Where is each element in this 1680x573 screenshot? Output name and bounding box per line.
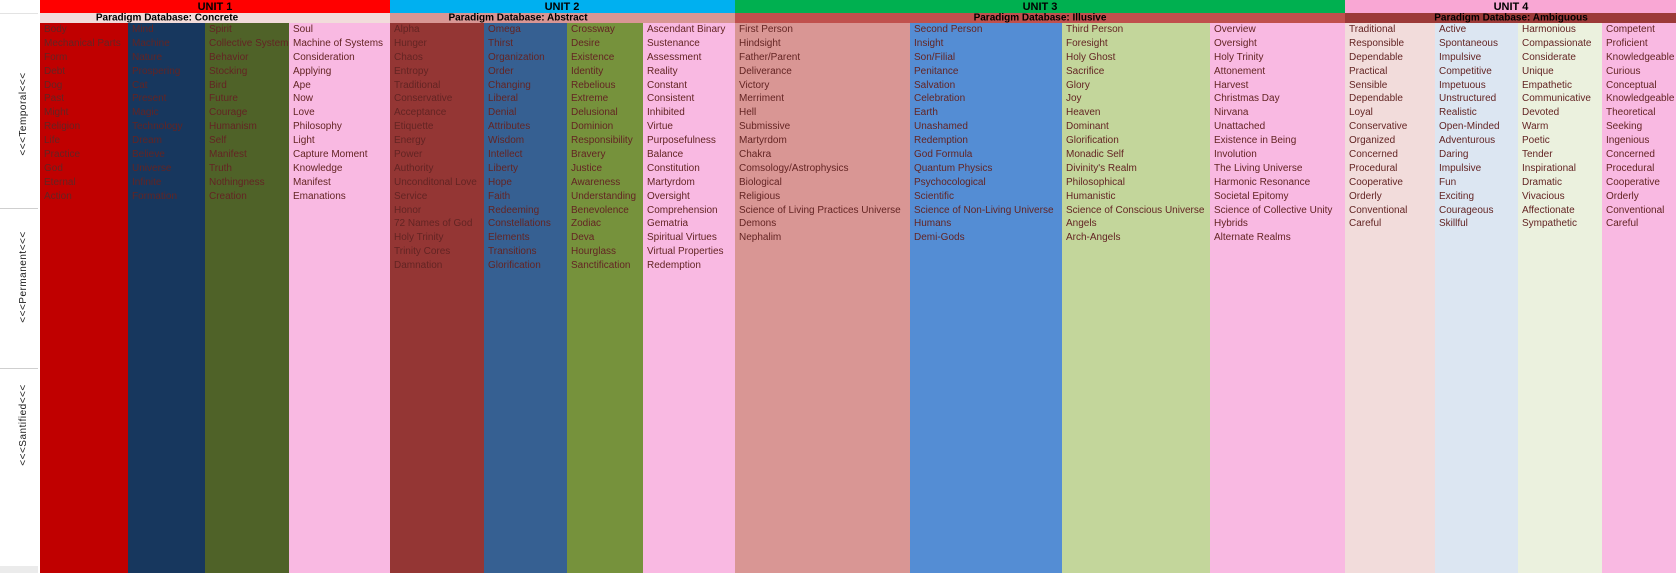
cell[interactable]: Open-Minded	[1439, 121, 1500, 133]
cell[interactable]: Communicative	[1522, 93, 1591, 105]
cell[interactable]: Comprehension	[647, 204, 718, 216]
cell[interactable]: Machine	[132, 37, 170, 49]
cell[interactable]: Impetuous	[1439, 79, 1486, 91]
cell[interactable]: Procedural	[1606, 162, 1655, 174]
cell[interactable]: Sanctification	[571, 260, 631, 272]
cell[interactable]: Empathetic	[1522, 79, 1573, 91]
cell[interactable]: Warm	[1522, 121, 1549, 133]
gutter-divider	[0, 368, 38, 369]
cell[interactable]: Glory	[1066, 79, 1090, 91]
cell[interactable]: Earth	[914, 107, 938, 119]
cell[interactable]: Mechanical Parts	[44, 37, 121, 49]
cell[interactable]: Light	[293, 135, 315, 147]
cell[interactable]: Careful	[1606, 218, 1639, 230]
cell[interactable]: Tender	[1522, 149, 1553, 161]
cell[interactable]: God	[44, 162, 63, 174]
cell[interactable]: Curious	[1606, 65, 1641, 77]
cell[interactable]: Thirst	[488, 37, 513, 49]
cell[interactable]: Energy	[394, 135, 426, 147]
cell[interactable]: Scientific	[914, 190, 955, 202]
cell[interactable]: Justice	[571, 162, 603, 174]
cell[interactable]: Spirit	[209, 24, 232, 35]
cell[interactable]: Careful	[1349, 218, 1382, 230]
cell[interactable]: Rebelious	[571, 79, 616, 91]
cell[interactable]: Monadic Self	[1066, 149, 1124, 161]
cell[interactable]: Harmonic Resonance	[1214, 176, 1311, 188]
cell[interactable]: Trinity Cores	[394, 246, 451, 258]
cell[interactable]: Technology	[132, 121, 183, 133]
row-gutter	[0, 0, 40, 573]
cell[interactable]: Transitions	[488, 246, 537, 258]
cell[interactable]: Behavior	[209, 51, 249, 63]
cell[interactable]: Orderly	[1606, 190, 1639, 202]
cell[interactable]: Celebration	[914, 93, 966, 105]
unit1-column-1	[40, 23, 128, 573]
cell[interactable]: Nephalim	[739, 232, 782, 244]
cell[interactable]: Dependable	[1349, 93, 1403, 105]
cell[interactable]: Conservative	[1349, 121, 1408, 133]
cell[interactable]: Competitive	[1439, 65, 1492, 77]
cell[interactable]: Joy	[1066, 93, 1082, 105]
cell[interactable]: Service	[394, 190, 428, 202]
unit3-column-4	[1210, 23, 1345, 573]
cell[interactable]: Universe	[132, 162, 172, 174]
cell[interactable]: Present	[132, 93, 167, 105]
cell[interactable]: Conservative	[394, 93, 453, 105]
cell[interactable]: Constitution	[647, 162, 700, 174]
unit-header-label: UNIT 3	[1022, 0, 1058, 13]
cell[interactable]: Sacrifice	[1066, 65, 1105, 77]
cell[interactable]: Sympathetic	[1522, 218, 1578, 230]
unit-header-unit-3[interactable]	[735, 0, 1345, 13]
cell[interactable]: Prospering	[132, 65, 181, 77]
cell[interactable]: Stocking	[209, 65, 248, 77]
cell[interactable]: Practical	[1349, 65, 1388, 77]
cell[interactable]: Soul	[293, 24, 314, 35]
cell[interactable]: Love	[293, 107, 315, 119]
cell[interactable]: Cat	[132, 79, 148, 91]
cell[interactable]: Magic	[132, 107, 159, 119]
cell[interactable]: Dominant	[1066, 121, 1109, 133]
unit3-column-3	[1062, 23, 1210, 573]
unit4-column-1	[1345, 23, 1435, 573]
cell[interactable]: Wisdom	[488, 135, 525, 147]
cell[interactable]: Might	[44, 107, 69, 119]
cell[interactable]: Humanism	[209, 121, 257, 133]
cell[interactable]: Philosophical	[1066, 176, 1125, 188]
cell[interactable]: Science of Non-Living Universe	[914, 204, 1054, 216]
cell[interactable]: Martyrdom	[647, 176, 695, 188]
cell[interactable]: Body	[44, 24, 67, 35]
cell[interactable]: Involution	[1214, 149, 1257, 161]
cell[interactable]: Heaven	[1066, 107, 1101, 119]
unit4-column-3	[1518, 23, 1602, 573]
unit1-column-4	[289, 23, 390, 573]
cell[interactable]: Assessment	[647, 51, 702, 63]
cell[interactable]: Exciting	[1439, 190, 1475, 202]
cell[interactable]: Adventurous	[1439, 135, 1496, 147]
cell[interactable]: Inhibited	[647, 107, 685, 119]
unit2-column-2	[484, 23, 567, 573]
cell[interactable]: Demi-Gods	[914, 232, 965, 244]
cell[interactable]: Liberal	[488, 93, 519, 105]
cell[interactable]: Virtual Properties	[647, 246, 724, 258]
unit4-column-2	[1435, 23, 1518, 573]
cell[interactable]: Honor	[394, 204, 422, 216]
cell[interactable]: Harmonious	[1522, 24, 1576, 35]
cell[interactable]: Etiquette	[394, 121, 434, 133]
unit-subheader-unit-4[interactable]	[1345, 13, 1676, 23]
cell[interactable]: Bird	[209, 79, 227, 91]
cell[interactable]: Glorification	[488, 260, 541, 272]
cell[interactable]: Seeking	[1606, 121, 1643, 133]
cell[interactable]: Compassionate	[1522, 37, 1592, 49]
cell[interactable]: Holy Trinity	[1214, 51, 1264, 63]
unit-header-unit-2[interactable]	[390, 0, 735, 13]
cell[interactable]: Religion	[44, 121, 81, 133]
cell[interactable]: Procedural	[1349, 162, 1398, 174]
cell[interactable]: Creation	[209, 190, 247, 202]
gutter-divider	[0, 208, 38, 209]
cell[interactable]: Hunger	[394, 37, 427, 49]
cell[interactable]: Oversight	[647, 190, 690, 202]
cell[interactable]: Active	[1439, 24, 1467, 35]
cell[interactable]: Orderly	[1349, 190, 1382, 202]
cell[interactable]: Awareness	[571, 176, 621, 188]
cell[interactable]: Organization	[488, 51, 545, 63]
cell[interactable]: Vivacious	[1522, 190, 1565, 202]
cell[interactable]: Action	[44, 190, 72, 202]
cell[interactable]: Science of Living Practices Universe	[739, 204, 901, 216]
cell[interactable]: Intellect	[488, 149, 523, 161]
cell[interactable]: Elements	[488, 232, 530, 244]
cell[interactable]: Manifest	[209, 149, 247, 161]
cell[interactable]: Crossway	[571, 24, 615, 35]
cell[interactable]: Realistic	[1439, 107, 1477, 119]
cell[interactable]: Authority	[394, 162, 434, 174]
cell[interactable]: Faith	[488, 190, 511, 202]
cell[interactable]: Omega	[488, 24, 521, 35]
unit-subheader-label: Paradigm Database: Ambiguous	[1434, 12, 1588, 24]
cell[interactable]: Existence in Being	[1214, 135, 1297, 147]
cell[interactable]: Knowledge	[293, 162, 343, 174]
unit3-column-2	[910, 23, 1062, 573]
cell[interactable]: Submissive	[739, 121, 791, 133]
cell[interactable]: Constellations	[488, 218, 551, 230]
cell[interactable]: Life	[44, 135, 61, 147]
cell[interactable]: Concerned	[1606, 149, 1655, 161]
cell[interactable]: Redeeming	[488, 204, 540, 216]
cell[interactable]: Power	[394, 149, 423, 161]
cell[interactable]: Science of Conscious Universe	[1066, 204, 1205, 216]
unit4-column-4	[1602, 23, 1676, 573]
cell[interactable]: Merriment	[739, 93, 785, 105]
cell[interactable]: Responsible	[1349, 37, 1405, 49]
cell[interactable]: Dominion	[571, 121, 614, 133]
cell[interactable]: Damnation	[394, 260, 443, 272]
cell[interactable]: Consistent	[647, 93, 695, 105]
cell[interactable]: Second Person	[914, 24, 983, 35]
unit2-column-1	[390, 23, 484, 573]
cell[interactable]: Collective System	[209, 37, 289, 49]
cell[interactable]: Consideration	[293, 51, 355, 63]
cell[interactable]: Humans	[914, 218, 952, 230]
cell[interactable]: Traditional	[394, 79, 441, 91]
cell[interactable]: Dog	[44, 79, 63, 91]
cell[interactable]: The Living Universe	[1214, 162, 1303, 174]
cell[interactable]: Liberty	[488, 162, 519, 174]
cell[interactable]: Nature	[132, 51, 163, 63]
cell[interactable]: Future	[209, 93, 238, 105]
unit-subheader-unit-3[interactable]	[735, 13, 1345, 23]
cell[interactable]: Chakra	[739, 149, 772, 161]
gutter-label-permanent[interactable]: <<<Permanent<<<	[18, 231, 29, 323]
unit-header-label: UNIT 2	[544, 0, 580, 13]
cell[interactable]: Quantum Physics	[914, 162, 993, 174]
cell[interactable]: Attonement	[1214, 65, 1266, 77]
cell[interactable]: Redemption	[914, 135, 968, 147]
cell[interactable]: Changing	[488, 79, 531, 91]
cell[interactable]: First Person	[739, 24, 793, 35]
cell[interactable]: Machine of Systems	[293, 37, 384, 49]
cell[interactable]: Conceptual	[1606, 79, 1657, 91]
cell[interactable]: Practice	[44, 149, 81, 161]
cell[interactable]: Capture Moment	[293, 149, 368, 161]
cell[interactable]: Impulsive	[1439, 51, 1482, 63]
cell[interactable]: Bravery	[571, 149, 606, 161]
cell[interactable]: Ingenious	[1606, 135, 1650, 147]
cell[interactable]: Affectionate	[1522, 204, 1575, 216]
cell[interactable]: Proficient	[1606, 37, 1648, 49]
cell[interactable]: Nirvana	[1214, 107, 1249, 119]
cell[interactable]: Alpha	[394, 24, 420, 35]
cell[interactable]: Responsibility	[571, 135, 633, 147]
cell[interactable]: Fun	[1439, 176, 1457, 188]
gutter-label-santified[interactable]: <<<Santified<<<	[18, 384, 29, 466]
cell[interactable]: Ascendant Binary	[647, 24, 726, 35]
cell[interactable]: Theoretical	[1606, 107, 1656, 119]
cell[interactable]: Hybrids	[1214, 218, 1248, 230]
cell[interactable]: Redemption	[647, 260, 701, 272]
cell[interactable]: Virtue	[647, 121, 673, 133]
cell[interactable]: Societal Epitomy	[1214, 190, 1289, 202]
cell[interactable]: Now	[293, 93, 314, 105]
cell[interactable]: Unstructured	[1439, 93, 1497, 105]
cell[interactable]: Psychocological	[914, 176, 986, 188]
cell[interactable]: Glorification	[1066, 135, 1119, 147]
cell[interactable]: Sensible	[1349, 79, 1388, 91]
cell[interactable]: Cooperative	[1349, 176, 1403, 188]
cell[interactable]: Infinite	[132, 176, 162, 188]
cell[interactable]: Foresight	[1066, 37, 1108, 49]
cell[interactable]: Ape	[293, 79, 311, 91]
cell[interactable]: Delusional	[571, 107, 618, 119]
cell[interactable]: Dependable	[1349, 51, 1403, 63]
cell[interactable]: Insight	[914, 37, 944, 49]
cell[interactable]: 72 Names of God	[394, 218, 473, 230]
cell[interactable]: Penitance	[914, 65, 959, 77]
unit-subheader-label: Paradigm Database: Abstract	[448, 12, 588, 24]
cell[interactable]: Hope	[488, 176, 512, 188]
cell[interactable]: Knowledgeable	[1606, 51, 1675, 63]
cell[interactable]: Inspirational	[1522, 162, 1576, 174]
cell[interactable]: Acceptance	[394, 107, 447, 119]
cell[interactable]: Debt	[44, 65, 66, 77]
cell[interactable]: Identity	[571, 65, 604, 77]
cell[interactable]: Impulsive	[1439, 162, 1482, 174]
cell[interactable]: Martyrdom	[739, 135, 787, 147]
cell[interactable]: Competent	[1606, 24, 1655, 35]
cell[interactable]: Believe	[132, 149, 165, 161]
cell[interactable]: Loyal	[1349, 107, 1373, 119]
cell[interactable]: Arch-Angels	[1066, 232, 1121, 244]
cell[interactable]: Harvest	[1214, 79, 1249, 91]
cell[interactable]: Form	[44, 51, 68, 63]
gutter-divider	[0, 13, 38, 14]
cell[interactable]: Organized	[1349, 135, 1396, 147]
cell[interactable]: Salvation	[914, 79, 956, 91]
gutter-label-temporal[interactable]: <<<Temporal<<<	[18, 72, 29, 156]
cell[interactable]: Reality	[647, 65, 678, 77]
cell[interactable]: Angels	[1066, 218, 1097, 230]
cell[interactable]: Unattached	[1214, 121, 1266, 133]
cell[interactable]: Daring	[1439, 149, 1469, 161]
cell[interactable]: Holy Ghost	[1066, 51, 1116, 63]
cell[interactable]: Emanations	[293, 190, 346, 202]
cell[interactable]: Son/Filial	[914, 51, 956, 63]
cell[interactable]: Conventional	[1349, 204, 1408, 216]
cell[interactable]: Christmas Day	[1214, 93, 1280, 105]
cell[interactable]: Hell	[739, 107, 757, 119]
cell[interactable]: Deva	[571, 232, 595, 244]
cell[interactable]: Conventional	[1606, 204, 1665, 216]
cell[interactable]: Devoted	[1522, 107, 1560, 119]
cell[interactable]: Considerate	[1522, 51, 1576, 63]
cell[interactable]: Truth	[209, 162, 232, 174]
cell[interactable]: Unique	[1522, 65, 1554, 77]
cell[interactable]: Knowledgeable	[1606, 93, 1675, 105]
cell[interactable]: Constant	[647, 79, 688, 91]
unit1-column-3	[205, 23, 289, 573]
cell[interactable]: Science of Collective Unity	[1214, 204, 1333, 216]
cell[interactable]: Demons	[739, 218, 777, 230]
cell[interactable]: Third Person	[1066, 24, 1124, 35]
cell[interactable]: Attributes	[488, 121, 531, 133]
unit-header-unit-1[interactable]	[40, 0, 390, 13]
cell[interactable]: God Formula	[914, 149, 973, 161]
cell[interactable]: Denial	[488, 107, 517, 119]
cell[interactable]: Eternal	[44, 176, 76, 188]
unit-header-label: UNIT 1	[197, 0, 233, 13]
cell[interactable]: Zodiac	[571, 218, 602, 230]
unit-subheader-unit-2[interactable]	[390, 13, 735, 23]
cell[interactable]: Existence	[571, 51, 615, 63]
cell[interactable]: Humanistic	[1066, 190, 1116, 202]
cell[interactable]: Poetic	[1522, 135, 1550, 147]
unit-subheader-label: Paradigm Database: Illusive	[973, 12, 1107, 24]
cell[interactable]: Extreme	[571, 93, 609, 105]
cell[interactable]: Father/Parent	[739, 51, 801, 63]
cell[interactable]: Applying	[293, 65, 332, 77]
unit-header-label: UNIT 4	[1493, 0, 1529, 13]
cell[interactable]: Philosophy	[293, 121, 342, 133]
cell[interactable]: Spiritual Virtues	[647, 232, 717, 244]
unit3-column-1	[735, 23, 910, 573]
cell[interactable]: Chaos	[394, 51, 423, 63]
cell[interactable]: Traditional	[1349, 24, 1396, 35]
cell[interactable]: Alternate Realms	[1214, 232, 1291, 244]
cell[interactable]: Dramatic	[1522, 176, 1563, 188]
cell[interactable]: Biological	[739, 176, 782, 188]
cell[interactable]: Deliverance	[739, 65, 792, 77]
cell[interactable]: Cooperative	[1606, 176, 1660, 188]
cell[interactable]: Holy Trinity	[394, 232, 444, 244]
cell[interactable]: Entropy	[394, 65, 429, 77]
cell[interactable]: Hindsight	[739, 37, 781, 49]
cell[interactable]: Nothingness	[209, 176, 265, 188]
gutter-bottom-strip	[0, 566, 38, 573]
cell[interactable]: Victory	[739, 79, 770, 91]
cell[interactable]: Order	[488, 65, 514, 77]
cell[interactable]: Self	[209, 135, 227, 147]
cell[interactable]: Dream	[132, 135, 163, 147]
cell[interactable]: Sustenance	[647, 37, 700, 49]
cell[interactable]: Overview	[1214, 24, 1256, 35]
cell[interactable]: Comsology/Astrophysics	[739, 162, 849, 174]
cell[interactable]: Divinity's Realm	[1066, 162, 1137, 174]
cell[interactable]: Benevolence	[571, 204, 629, 216]
unit1-column-2	[128, 23, 205, 573]
unit-subheader-label: Paradigm Database: Concrete	[95, 12, 239, 24]
cell[interactable]: Hourglass	[571, 246, 617, 258]
cell[interactable]: Spontaneous	[1439, 37, 1498, 49]
cell[interactable]: Courageous	[1439, 204, 1494, 216]
cell[interactable]: Past	[44, 93, 65, 105]
unit2-column-4	[643, 23, 735, 573]
unit-header-unit-4[interactable]	[1345, 0, 1676, 13]
cell[interactable]: Religious	[739, 190, 781, 202]
cell[interactable]: Courage	[209, 107, 248, 119]
cell[interactable]: Gematria	[647, 218, 689, 230]
cell[interactable]: Unashamed	[914, 121, 968, 133]
cell[interactable]: Unconditonal Love	[394, 176, 477, 188]
cell[interactable]: Balance	[647, 149, 684, 161]
unit-subheader-unit-1[interactable]	[40, 13, 390, 23]
cell[interactable]: Purposefulness	[647, 135, 716, 147]
cell[interactable]: Desire	[571, 37, 600, 49]
cell[interactable]: Concerned	[1349, 149, 1398, 161]
cell[interactable]: Skillful	[1439, 218, 1468, 230]
cell[interactable]: Manifest	[293, 176, 331, 188]
cell[interactable]: Formation	[132, 190, 178, 202]
cell[interactable]: Oversight	[1214, 37, 1257, 49]
cell[interactable]: Mind	[132, 24, 154, 35]
cell[interactable]: Understanding	[571, 190, 637, 202]
unit2-column-3	[567, 23, 643, 573]
